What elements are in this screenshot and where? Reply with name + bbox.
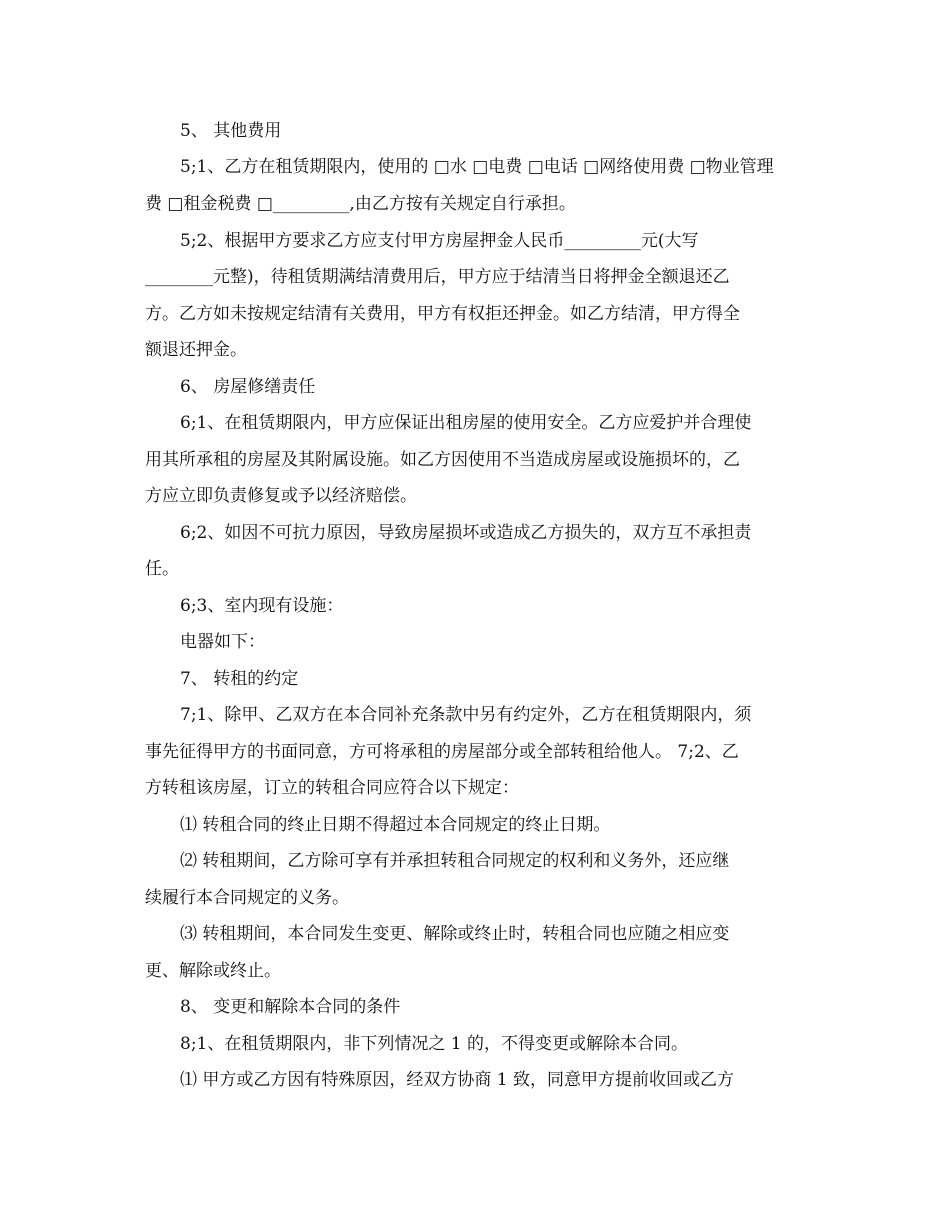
list-item-line: ⑴ 甲方或乙方因有特殊原因，经双方协商 1 致，同意甲方提前收回或乙方 (180, 1070, 735, 1090)
section-heading: 6、 房屋修缮责任 (180, 377, 316, 397)
paragraph-line: 电器如下： (180, 632, 265, 652)
paragraph-line: 事先征得甲方的书面同意，方可将承租的房屋部分或全部转租给他人。 7;2、乙 (145, 742, 739, 762)
paragraph-line: 方应立即负责修复或予以经济赔偿。 (145, 486, 417, 506)
paragraph-line: ________元整)，待租赁期满结清费用后，甲方应于结清当日将押金全额退还乙 (145, 267, 730, 287)
paragraph-line: 任。 (145, 559, 179, 579)
list-item-line: ⑵ 转租期间，乙方除可享有并承担转租合同规定的权利和义务外，还应继 (180, 851, 730, 871)
section-heading: 7、 转租的约定 (180, 669, 299, 689)
list-item-line: ⑴ 转租合同的终止日期不得超过本合同规定的终止日期。 (180, 815, 611, 835)
list-item-line: ⑶ 转租期间，本合同发生变更、解除或终止时，转租合同也应随之相应变 (180, 924, 730, 944)
paragraph-line: 用其所承租的房屋及其附属设施。如乙方因使用不当造成房屋或设施损坏的，乙 (145, 450, 740, 470)
paragraph-line: 6;3、室内现有设施： (180, 596, 344, 616)
paragraph-line: 续履行本合同规定的义务。 (145, 888, 349, 908)
section-heading: 8、 变更和解除本合同的条件 (180, 997, 401, 1017)
section-heading: 5、 其他费用 (180, 121, 282, 141)
paragraph-line: 更、解除或终止。 (145, 961, 281, 981)
paragraph-line: 6;1、在租赁期限内，甲方应保证出租房屋的使用安全。乙方应爱护并合理使 (180, 413, 752, 433)
paragraph-line: 费 □租金税费 □_________,由乙方按有关规定自行承担。 (145, 194, 576, 214)
paragraph-line: 5;2、根据甲方要求乙方应支付甲方房屋押金人民币_________元(大写 (180, 231, 699, 251)
paragraph-line: 额退还押金。 (145, 340, 247, 360)
paragraph-line: 7;1、除甲、乙双方在本合同补充条款中另有约定外，乙方在租赁期限内，须 (180, 705, 752, 725)
paragraph-line: 5;1、乙方在租赁期限内，使用的 □水 □电费 □电话 □网络使用费 □物业管理 (180, 157, 774, 177)
paragraph-line: 8;1、在租赁期限内，非下列情况之 1 的，不得变更或解除本合同。 (180, 1034, 688, 1054)
paragraph-line: 6;2、如因不可抗力原因，导致房屋损坏或造成乙方损失的，双方互不承担责 (180, 523, 752, 543)
paragraph-line: 方。乙方如未按规定结清有关费用，甲方有权拒还押金。如乙方结清，甲方得全 (145, 304, 740, 324)
paragraph-line: 方转租该房屋，订立的转租合同应符合以下规定： (145, 778, 519, 798)
